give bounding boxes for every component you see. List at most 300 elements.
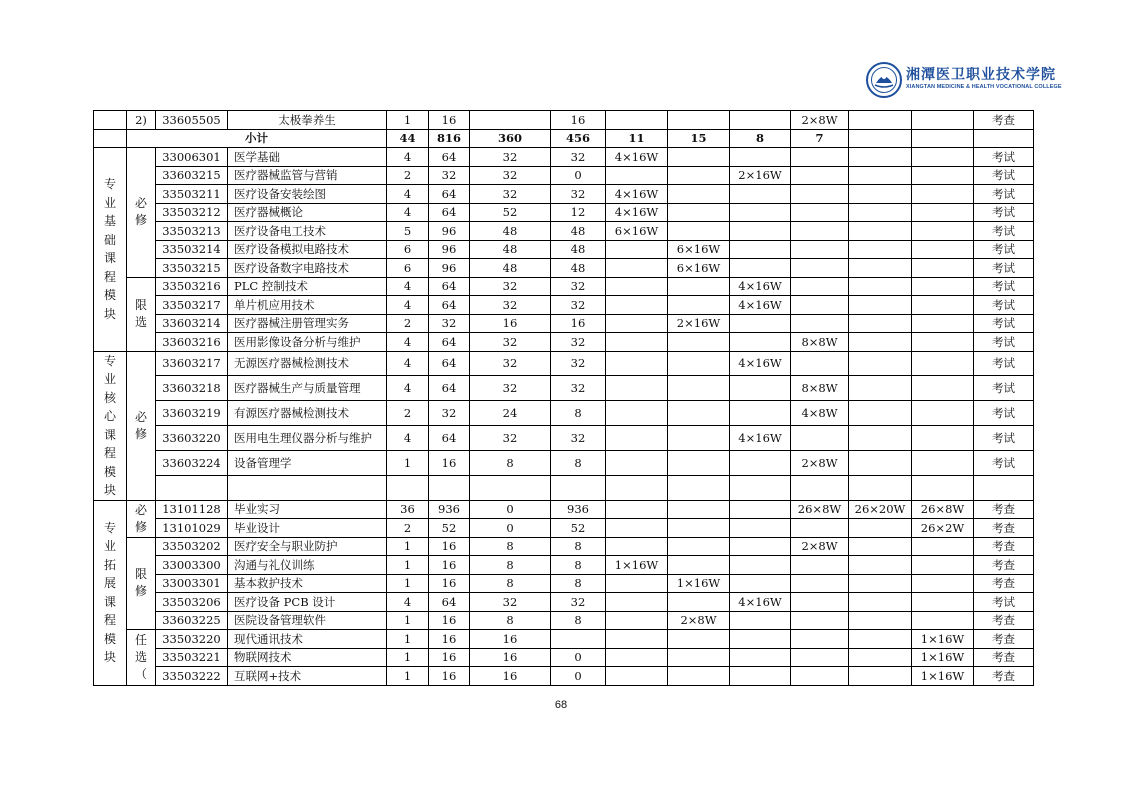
course-name: 医疗设备电工技术 — [228, 222, 387, 241]
table-row — [94, 203, 1034, 222]
semester-2 — [668, 475, 730, 500]
semester-5 — [849, 222, 912, 241]
semester-4 — [791, 222, 849, 241]
course-code: 33503214 — [156, 240, 228, 259]
course-name: 物联网技术 — [228, 648, 387, 667]
course-name: PLC 控制技术 — [228, 277, 387, 296]
module-cell-prev — [94, 129, 127, 148]
semester-2 — [668, 500, 730, 519]
total-hours: 96 — [429, 259, 470, 278]
semester-3 — [730, 203, 791, 222]
assessment: 考查 — [974, 556, 1034, 575]
semester-6 — [912, 314, 974, 333]
semester-2 — [668, 277, 730, 296]
course-name: 医疗器械监管与营销 — [228, 166, 387, 185]
assessment: 考查 — [974, 648, 1034, 667]
course-code: 33503216 — [156, 277, 228, 296]
total-hours: 64 — [429, 351, 470, 376]
course-name: 有源医疗器械检测技术 — [228, 401, 387, 426]
semester-3: 4×16W — [730, 425, 791, 450]
total-hours: 16 — [429, 611, 470, 630]
practice-hours: 8 — [551, 611, 606, 630]
course-name: 毕业设计 — [228, 519, 387, 538]
practice-hours: 32 — [551, 593, 606, 612]
semester-2 — [668, 111, 730, 130]
credits: 1 — [387, 556, 429, 575]
semester-3 — [730, 630, 791, 649]
semester-1 — [606, 574, 668, 593]
course-code: 33503215 — [156, 259, 228, 278]
course-code: 33603214 — [156, 314, 228, 333]
course-name: 无源医疗器械检测技术 — [228, 351, 387, 376]
semester-2 — [668, 333, 730, 352]
requirement-label-text: 限修 — [134, 567, 147, 599]
total-hours: 64 — [429, 148, 470, 167]
semester-4 — [791, 203, 849, 222]
semester-3 — [730, 314, 791, 333]
credits: 1 — [387, 630, 429, 649]
semester-4 — [791, 556, 849, 575]
semester-4: 26×8W — [791, 500, 849, 519]
subtotal-practice: 456 — [551, 129, 606, 148]
semester-3 — [730, 500, 791, 519]
semester-5 — [849, 450, 912, 475]
semester-6 — [912, 259, 974, 278]
semester-3 — [730, 574, 791, 593]
semester-3: 2×16W — [730, 166, 791, 185]
semester-2 — [668, 351, 730, 376]
semester-2: 6×16W — [668, 240, 730, 259]
semester-3 — [730, 519, 791, 538]
semester-6 — [912, 593, 974, 612]
semester-3: 4×16W — [730, 277, 791, 296]
module-label-text: 专业基础课程模块 — [103, 177, 116, 321]
theory-hours: 32 — [470, 425, 551, 450]
module-label — [94, 148, 127, 352]
semester-5 — [849, 425, 912, 450]
practice-hours: 32 — [551, 333, 606, 352]
table-row — [94, 475, 1034, 500]
semester-3 — [730, 148, 791, 167]
table-row — [94, 630, 1034, 649]
semester-2 — [668, 425, 730, 450]
table-row — [94, 240, 1034, 259]
table-row — [94, 519, 1034, 538]
requirement-label-text: 必修 — [134, 502, 147, 534]
table-row — [94, 259, 1034, 278]
assessment: 考试 — [974, 401, 1034, 426]
theory-hours: 16 — [470, 630, 551, 649]
subtotal-s5 — [849, 129, 912, 148]
semester-5 — [849, 333, 912, 352]
semester-3 — [730, 111, 791, 130]
semester-4 — [791, 425, 849, 450]
semester-5: 26×20W — [849, 500, 912, 519]
semester-2: 6×16W — [668, 259, 730, 278]
practice-hours: 16 — [551, 111, 606, 130]
subtotal-s2: 15 — [668, 129, 730, 148]
assessment: 考试 — [974, 185, 1034, 204]
semester-6 — [912, 203, 974, 222]
credits: 1 — [387, 111, 429, 130]
theory-hours: 8 — [470, 450, 551, 475]
semester-4 — [791, 667, 849, 686]
semester-1: 1×16W — [606, 556, 668, 575]
table-row — [94, 593, 1034, 612]
course-code: 33603216 — [156, 333, 228, 352]
course-code: 33503212 — [156, 203, 228, 222]
theory-hours: 32 — [470, 593, 551, 612]
course-name: 现代通讯技术 — [228, 630, 387, 649]
practice-hours: 12 — [551, 203, 606, 222]
semester-5 — [849, 166, 912, 185]
semester-2 — [668, 185, 730, 204]
credits: 4 — [387, 148, 429, 167]
semester-4 — [791, 630, 849, 649]
credits: 4 — [387, 277, 429, 296]
course-name: 医疗设备数字电路技术 — [228, 259, 387, 278]
total-hours: 32 — [429, 166, 470, 185]
requirement-label-text: 必修 — [134, 409, 147, 441]
semester-4: 8×8W — [791, 333, 849, 352]
theory-hours: 0 — [470, 519, 551, 538]
semester-1: 4×16W — [606, 148, 668, 167]
semester-6: 1×16W — [912, 648, 974, 667]
semester-6 — [912, 401, 974, 426]
table-row — [94, 148, 1034, 167]
semester-6 — [912, 556, 974, 575]
semester-1 — [606, 351, 668, 376]
theory-hours: 8 — [470, 556, 551, 575]
practice-hours: 32 — [551, 425, 606, 450]
credits: 1 — [387, 574, 429, 593]
course-name: 基本救护技术 — [228, 574, 387, 593]
row-index: 2) — [127, 111, 156, 130]
semester-3 — [730, 259, 791, 278]
total-hours: 64 — [429, 203, 470, 222]
semester-5 — [849, 401, 912, 426]
semester-5 — [849, 376, 912, 401]
semester-3 — [730, 185, 791, 204]
semester-1 — [606, 667, 668, 686]
course-code: 33603220 — [156, 425, 228, 450]
course-schedule-table — [93, 110, 1034, 686]
requirement-label-text: 限选 — [134, 298, 147, 329]
semester-5 — [849, 648, 912, 667]
assessment: 考试 — [974, 351, 1034, 376]
semester-4 — [791, 148, 849, 167]
semester-1 — [606, 593, 668, 612]
semester-6 — [912, 611, 974, 630]
semester-4 — [791, 519, 849, 538]
semester-5 — [849, 667, 912, 686]
table-row — [94, 185, 1034, 204]
theory-hours — [470, 111, 551, 130]
course-name: 医疗器械生产与质量管理 — [228, 376, 387, 401]
semester-4 — [791, 611, 849, 630]
subtotal-label: 小计 — [127, 129, 387, 148]
semester-4: 2×8W — [791, 111, 849, 130]
theory-hours: 48 — [470, 259, 551, 278]
assessment: 考试 — [974, 259, 1034, 278]
theory-hours: 8 — [470, 611, 551, 630]
course-name: 医院设备管理软件 — [228, 611, 387, 630]
college-logo — [866, 62, 1062, 102]
course-name: 互联网+技术 — [228, 667, 387, 686]
course-code: 13101128 — [156, 500, 228, 519]
college-name-en: XIANGTAN MEDICINE & HEALTH VOCATIONAL COLLEGE — [906, 84, 1062, 90]
credits: 1 — [387, 611, 429, 630]
total-hours: 96 — [429, 222, 470, 241]
course-name: 医疗器械注册管理实务 — [228, 314, 387, 333]
course-name: 太极拳养生 — [228, 111, 387, 130]
credits: 1 — [387, 450, 429, 475]
theory-hours: 8 — [470, 574, 551, 593]
semester-4 — [791, 185, 849, 204]
requirement-label — [127, 630, 156, 686]
semester-3 — [730, 475, 791, 500]
semester-2 — [668, 148, 730, 167]
semester-3 — [730, 611, 791, 630]
course-code: 33603219 — [156, 401, 228, 426]
semester-2: 2×8W — [668, 611, 730, 630]
total-hours: 16 — [429, 556, 470, 575]
semester-2 — [668, 222, 730, 241]
subtotal-theory: 360 — [470, 129, 551, 148]
semester-5 — [849, 351, 912, 376]
semester-6: 1×16W — [912, 630, 974, 649]
theory-hours — [470, 475, 551, 500]
practice-hours: 48 — [551, 259, 606, 278]
semester-3 — [730, 667, 791, 686]
semester-2 — [668, 519, 730, 538]
practice-hours: 48 — [551, 240, 606, 259]
total-hours: 16 — [429, 648, 470, 667]
module-label — [94, 351, 127, 500]
semester-6: 26×2W — [912, 519, 974, 538]
course-code: 33503202 — [156, 537, 228, 556]
course-code: 33605505 — [156, 111, 228, 130]
semester-2 — [668, 401, 730, 426]
course-name: 医学基础 — [228, 148, 387, 167]
semester-6 — [912, 222, 974, 241]
practice-hours: 52 — [551, 519, 606, 538]
table-row — [94, 667, 1034, 686]
course-name: 医用电生理仪器分析与维护 — [228, 425, 387, 450]
total-hours: 16 — [429, 667, 470, 686]
theory-hours: 8 — [470, 537, 551, 556]
theory-hours: 32 — [470, 277, 551, 296]
assessment: 考查 — [974, 667, 1034, 686]
course-name: 医疗器械概论 — [228, 203, 387, 222]
credits: 6 — [387, 259, 429, 278]
table-row — [94, 333, 1034, 352]
credits: 4 — [387, 333, 429, 352]
requirement-label-text: 任选（ — [134, 632, 147, 681]
semester-6 — [912, 351, 974, 376]
semester-1 — [606, 111, 668, 130]
theory-hours: 32 — [470, 185, 551, 204]
total-hours — [429, 475, 470, 500]
semester-5 — [849, 148, 912, 167]
requirement-label-text: 必修 — [134, 196, 147, 228]
requirement-label — [127, 277, 156, 351]
course-name: 沟通与礼仪训练 — [228, 556, 387, 575]
total-hours: 64 — [429, 593, 470, 612]
semester-3: 4×16W — [730, 351, 791, 376]
semester-5 — [849, 630, 912, 649]
practice-hours: 936 — [551, 500, 606, 519]
assessment: 考试 — [974, 240, 1034, 259]
semester-6 — [912, 425, 974, 450]
table-row — [94, 277, 1034, 296]
semester-5 — [849, 475, 912, 500]
semester-2 — [668, 450, 730, 475]
semester-4 — [791, 259, 849, 278]
course-name: 毕业实习 — [228, 500, 387, 519]
total-hours: 16 — [429, 574, 470, 593]
course-name — [228, 475, 387, 500]
theory-hours: 32 — [470, 333, 551, 352]
module-label — [94, 500, 127, 685]
theory-hours: 16 — [470, 667, 551, 686]
total-hours: 936 — [429, 500, 470, 519]
semester-2 — [668, 593, 730, 612]
subtotal-s1: 11 — [606, 129, 668, 148]
semester-4: 2×8W — [791, 537, 849, 556]
assessment: 考试 — [974, 203, 1034, 222]
course-code: 33503220 — [156, 630, 228, 649]
course-code: 33603225 — [156, 611, 228, 630]
practice-hours: 8 — [551, 401, 606, 426]
table-row — [94, 222, 1034, 241]
course-name: 单片机应用技术 — [228, 296, 387, 315]
course-code: 33603224 — [156, 450, 228, 475]
practice-hours: 48 — [551, 222, 606, 241]
requirement-label — [127, 351, 156, 500]
semester-3 — [730, 401, 791, 426]
semester-5 — [849, 185, 912, 204]
semester-6 — [912, 277, 974, 296]
table-row — [94, 376, 1034, 401]
practice-hours: 0 — [551, 667, 606, 686]
total-hours: 64 — [429, 296, 470, 315]
semester-3 — [730, 333, 791, 352]
assessment: 考试 — [974, 277, 1034, 296]
theory-hours: 0 — [470, 500, 551, 519]
semester-5 — [849, 240, 912, 259]
semester-1 — [606, 296, 668, 315]
theory-hours: 48 — [470, 222, 551, 241]
semester-1 — [606, 500, 668, 519]
semester-5 — [849, 574, 912, 593]
semester-4 — [791, 166, 849, 185]
course-code: 33503217 — [156, 296, 228, 315]
theory-hours: 32 — [470, 376, 551, 401]
course-code: 33503221 — [156, 648, 228, 667]
credits: 4 — [387, 351, 429, 376]
semester-4: 8×8W — [791, 376, 849, 401]
theory-hours: 32 — [470, 351, 551, 376]
semester-1 — [606, 259, 668, 278]
semester-4 — [791, 296, 849, 315]
semester-2 — [668, 376, 730, 401]
semester-4 — [791, 351, 849, 376]
semester-4 — [791, 240, 849, 259]
assessment: 考试 — [974, 296, 1034, 315]
credits: 5 — [387, 222, 429, 241]
practice-hours: 32 — [551, 185, 606, 204]
semester-6 — [912, 240, 974, 259]
assessment: 考试 — [974, 450, 1034, 475]
semester-5 — [849, 537, 912, 556]
semester-5 — [849, 611, 912, 630]
semester-5 — [849, 314, 912, 333]
subtotal-assess — [974, 129, 1034, 148]
course-code: 33603218 — [156, 376, 228, 401]
credits: 1 — [387, 667, 429, 686]
semester-4: 4×8W — [791, 401, 849, 426]
credits: 4 — [387, 593, 429, 612]
table-row — [94, 425, 1034, 450]
total-hours: 32 — [429, 314, 470, 333]
semester-5 — [849, 519, 912, 538]
semester-3 — [730, 376, 791, 401]
semester-5 — [849, 203, 912, 222]
course-code: 33603215 — [156, 166, 228, 185]
semester-2: 2×16W — [668, 314, 730, 333]
assessment: 考查 — [974, 500, 1034, 519]
semester-5 — [849, 296, 912, 315]
table-row — [94, 648, 1034, 667]
total-hours: 32 — [429, 401, 470, 426]
assessment: 考试 — [974, 425, 1034, 450]
subtotal-total: 816 — [429, 129, 470, 148]
semester-3 — [730, 222, 791, 241]
semester-4 — [791, 314, 849, 333]
semester-1 — [606, 475, 668, 500]
module-cell-prev — [94, 111, 127, 130]
semester-2 — [668, 648, 730, 667]
semester-1: 4×16W — [606, 185, 668, 204]
semester-6 — [912, 475, 974, 500]
practice-hours: 8 — [551, 574, 606, 593]
assessment: 考查 — [974, 111, 1034, 130]
assessment: 考查 — [974, 630, 1034, 649]
course-code: 33503211 — [156, 185, 228, 204]
assessment: 考试 — [974, 148, 1034, 167]
semester-2 — [668, 166, 730, 185]
total-hours: 64 — [429, 425, 470, 450]
semester-4: 2×8W — [791, 450, 849, 475]
semester-2: 1×16W — [668, 574, 730, 593]
theory-hours: 32 — [470, 148, 551, 167]
semester-1: 4×16W — [606, 203, 668, 222]
semester-3 — [730, 537, 791, 556]
requirement-label — [127, 537, 156, 630]
assessment: 考查 — [974, 574, 1034, 593]
semester-6: 1×16W — [912, 667, 974, 686]
credits: 4 — [387, 203, 429, 222]
course-name: 医疗设备安装绘图 — [228, 185, 387, 204]
course-code: 33603217 — [156, 351, 228, 376]
credits: 36 — [387, 500, 429, 519]
total-hours: 64 — [429, 333, 470, 352]
college-emblem-icon — [866, 62, 902, 98]
module-label-text: 专业拓展课程模块 — [103, 520, 116, 664]
course-name: 设备管理学 — [228, 450, 387, 475]
total-hours: 52 — [429, 519, 470, 538]
